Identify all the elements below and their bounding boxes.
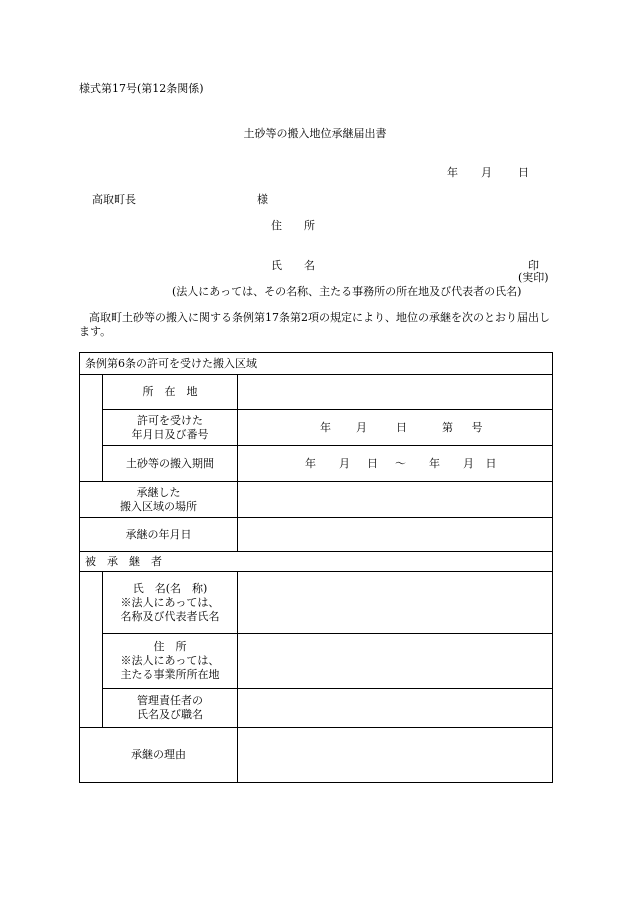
predecessor-address-label bbox=[103, 634, 238, 689]
section2-title: 被 承 継 者 bbox=[80, 552, 553, 572]
indent-cell bbox=[80, 410, 103, 446]
location-value-cell[interactable] bbox=[238, 375, 553, 410]
manager-label bbox=[103, 689, 238, 728]
period-day-end: 日 bbox=[485, 456, 497, 470]
table-row bbox=[80, 446, 553, 482]
predecessor-name-line1: 氏 名(名 称) bbox=[132, 581, 208, 595]
table-row bbox=[80, 375, 553, 410]
predecessor-name-line2: ※法人にあっては、 bbox=[120, 595, 220, 609]
predecessor-address-line3: 主たる事業所所在地 bbox=[120, 668, 220, 681]
table-row bbox=[80, 552, 553, 572]
succeeded-area-line1: 承継した bbox=[136, 485, 181, 499]
succession-date-value-cell[interactable] bbox=[238, 518, 553, 552]
section1-title: 条例第6条の許可を受けた搬入区域 bbox=[80, 353, 553, 375]
date-month: 月 bbox=[481, 166, 492, 179]
period-month-end: 月 bbox=[463, 456, 474, 470]
table-row bbox=[80, 518, 553, 552]
addressee-honorific: 様 bbox=[257, 193, 268, 206]
addressee-name: 高取町長 bbox=[92, 193, 136, 206]
permit-month: 月 bbox=[356, 420, 367, 434]
intro-text: 高取町土砂等の搬入に関する条例第17条第2項の規定により、地位の承継を次のとおり届出します。 bbox=[79, 311, 550, 338]
table-row bbox=[80, 689, 553, 728]
permit-day: 日 bbox=[396, 420, 407, 434]
permit-dai: 第 bbox=[442, 420, 453, 434]
table-row bbox=[80, 482, 553, 518]
period-year-start: 年 bbox=[305, 456, 316, 470]
seal-note: (実印) bbox=[518, 271, 549, 284]
notification-table bbox=[79, 352, 553, 783]
indent-cell bbox=[80, 634, 103, 689]
table-row bbox=[80, 410, 553, 446]
permit-label-cell bbox=[103, 410, 238, 446]
predecessor-address-line1: 住 所 bbox=[153, 640, 187, 653]
predecessor-address-value-cell[interactable] bbox=[238, 634, 553, 689]
succeeded-area-value-cell[interactable] bbox=[238, 482, 553, 518]
predecessor-name-line3: 名称及び代表者氏名 bbox=[120, 609, 220, 623]
period-tilde: 〜 bbox=[395, 456, 406, 470]
document-title: 土砂等の搬入地位承継届出書 bbox=[243, 127, 387, 140]
date-line bbox=[447, 166, 529, 180]
period-day-start: 日 bbox=[367, 456, 378, 470]
predecessor-name-value-cell[interactable] bbox=[238, 572, 553, 634]
table-row bbox=[80, 572, 553, 634]
location-label: 所 在 地 bbox=[103, 375, 238, 410]
succeeded-area-label bbox=[80, 482, 238, 518]
indent-cell bbox=[80, 689, 103, 728]
applicant-address-label: 住 所 bbox=[271, 219, 315, 232]
permit-label-line2: 年月日及び番号 bbox=[131, 427, 209, 441]
predecessor-name-label bbox=[103, 572, 238, 634]
period-label: 土砂等の搬入期間 bbox=[103, 446, 238, 482]
table-row bbox=[80, 353, 553, 375]
period-month-start: 月 bbox=[339, 456, 350, 470]
table-row bbox=[80, 634, 553, 689]
permit-go: 号 bbox=[471, 420, 483, 434]
permit-value-cell[interactable] bbox=[238, 410, 553, 446]
permit-year: 年 bbox=[320, 420, 331, 434]
form-number: 様式第17号(第12条関係) bbox=[79, 82, 204, 95]
indent-cell bbox=[80, 446, 103, 482]
table-row bbox=[80, 728, 553, 783]
indent-cell bbox=[80, 572, 103, 634]
date-year: 年 bbox=[447, 166, 458, 179]
applicant-name-label: 氏 名 bbox=[271, 259, 315, 272]
corporation-note: (法人にあっては、その名称、主たる事務所の所在地及び代表者の氏名) bbox=[172, 285, 522, 298]
seal-mark: 印 bbox=[528, 259, 539, 272]
reason-label: 承継の理由 bbox=[80, 728, 238, 783]
permit-label-line1: 許可を受けた bbox=[137, 413, 203, 427]
succession-date-label: 承継の年月日 bbox=[80, 518, 238, 552]
reason-value-cell[interactable] bbox=[238, 728, 553, 783]
period-value-cell[interactable] bbox=[238, 446, 553, 482]
date-day: 日 bbox=[518, 166, 529, 179]
manager-line2: 氏名及び職名 bbox=[137, 708, 203, 721]
period-year-end: 年 bbox=[429, 456, 440, 470]
succeeded-area-line2: 搬入区域の場所 bbox=[120, 499, 197, 513]
manager-value-cell[interactable] bbox=[238, 689, 553, 728]
predecessor-address-line2: ※法人にあっては、 bbox=[120, 654, 220, 667]
indent-cell bbox=[80, 375, 103, 410]
manager-line1: 管理責任者の bbox=[137, 694, 203, 707]
